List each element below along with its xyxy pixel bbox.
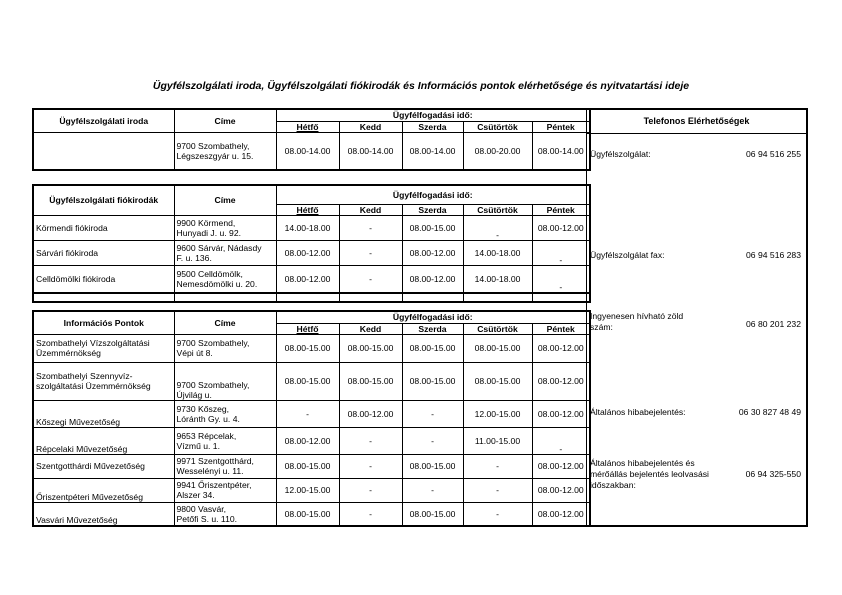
phone-contacts-panel xyxy=(586,108,808,527)
contacts-header: Telefonos Elérhetőségek xyxy=(587,110,806,134)
hours-thursday: - xyxy=(463,454,532,478)
row-name: Vasvári Művezetőség xyxy=(33,502,174,526)
spacer-row xyxy=(33,293,590,302)
day-wednesday: Szerda xyxy=(402,323,463,334)
day-thursday: Csütörtök xyxy=(463,121,532,132)
customer-service-office-table xyxy=(32,108,591,171)
hours-tuesday: 08.00-14.00 xyxy=(339,132,402,170)
hours-wednesday: - xyxy=(402,478,463,502)
hours-tuesday: 08.00-12.00 xyxy=(339,400,402,427)
hours-monday: 08.00-15.00 xyxy=(276,502,339,526)
row-name: Szentgotthárdi Művezetőség xyxy=(33,454,174,478)
row-address: 9700 Szombathely, Újvilág u. xyxy=(174,362,276,400)
day-monday: Hétfő xyxy=(276,323,339,334)
hours-monday: - xyxy=(276,400,339,427)
row-name: Szombathelyi Vízszolgáltatási Üzemmérnökség xyxy=(33,334,174,362)
day-tuesday: Kedd xyxy=(339,121,402,132)
hours-friday: 08.00-12.00 xyxy=(532,454,590,478)
row-address: 9700 Szombathely, Vépi út 8. xyxy=(174,334,276,362)
hours-monday: 08.00-15.00 xyxy=(276,454,339,478)
contact-number: 06 94 516 283 xyxy=(746,250,801,260)
row-name: Celldömölki fiókiroda xyxy=(33,265,174,293)
row-address: 9500 Celldömölk, Nemesdömölki u. 20. xyxy=(174,265,276,293)
table-row xyxy=(33,265,590,293)
row-name: Kőszegi Művezetőség xyxy=(33,400,174,427)
hours-wednesday: 08.00-15.00 xyxy=(402,215,463,240)
hours-tuesday: - xyxy=(339,240,402,265)
day-wednesday: Szerda xyxy=(402,121,463,132)
hours-monday: 08.00-12.00 xyxy=(276,240,339,265)
hours-thursday: 11.00-15.00 xyxy=(463,427,532,454)
contact-label: Általános hibabejelentés: xyxy=(590,407,686,417)
section3-header: Információs Pontok xyxy=(33,311,174,334)
row-address: 9900 Körmend, Hunyadi J. u. 92. xyxy=(174,215,276,240)
hours-tuesday: - xyxy=(339,215,402,240)
hours-tuesday: - xyxy=(339,478,402,502)
row-address: 9800 Vasvár, Petőfi S. u. 110. xyxy=(174,502,276,526)
day-thursday: Csütörtök xyxy=(463,204,532,215)
hours-tuesday: - xyxy=(339,265,402,293)
day-thursday: Csütörtök xyxy=(463,323,532,334)
information-points-table xyxy=(32,310,591,527)
table-row xyxy=(33,132,590,170)
row-name: Őriszentpéteri Művezetőség xyxy=(33,478,174,502)
hours-monday: 08.00-15.00 xyxy=(276,334,339,362)
hours-friday: 08.00-12.00 xyxy=(532,400,590,427)
day-monday: Hétfő xyxy=(276,121,339,132)
contact-label: Általános hibabejelentés és mérőállás bejelentés leolvasási időszakban: xyxy=(590,458,709,490)
hours-friday: 08.00-12.00 xyxy=(532,334,590,362)
table-row xyxy=(33,454,590,478)
hours-friday: 08.00-12.00 xyxy=(532,215,590,240)
table-row xyxy=(33,215,590,240)
hours-thursday: 08.00-15.00 xyxy=(463,362,532,400)
hours-thursday: 08.00-15.00 xyxy=(463,334,532,362)
hours-tuesday: - xyxy=(339,427,402,454)
hours-wednesday: 08.00-15.00 xyxy=(402,362,463,400)
branch-offices-table xyxy=(32,184,591,303)
hours-friday: - xyxy=(532,427,590,454)
hours-monday: 12.00-15.00 xyxy=(276,478,339,502)
hours-wednesday: 08.00-15.00 xyxy=(402,334,463,362)
day-friday: Péntek xyxy=(532,204,590,215)
row-name: Répcelaki Művezetőség xyxy=(33,427,174,454)
reception-hours-header: Ügyfélfogadási idő: xyxy=(276,109,590,121)
row-name: Szombathelyi Szennyvíz- szolgáltatási Üzemmérnökség xyxy=(33,362,174,400)
hours-friday: 08.00-14.00 xyxy=(532,132,590,170)
row-address: 9971 Szentgotthárd, Wesselényi u. 11. xyxy=(174,454,276,478)
hours-monday: 08.00-14.00 xyxy=(276,132,339,170)
hours-thursday: - xyxy=(463,502,532,526)
contact-number: 06 94 325-550 xyxy=(745,469,801,479)
hours-thursday: - xyxy=(463,215,532,240)
reception-hours-header: Ügyfélfogadási idő: xyxy=(276,185,590,204)
hours-tuesday: 08.00-15.00 xyxy=(339,334,402,362)
row-address: 9700 Szombathely, Légszeszgyár u. 15. xyxy=(174,132,276,170)
address-header: Címe xyxy=(174,185,276,215)
table-row xyxy=(33,400,590,427)
address-header: Címe xyxy=(174,311,276,334)
hours-monday: 14.00-18.00 xyxy=(276,215,339,240)
row-address: 9730 Kőszeg, Lóránth Gy. u. 4. xyxy=(174,400,276,427)
hours-thursday: - xyxy=(463,478,532,502)
hours-thursday: 08.00-20.00 xyxy=(463,132,532,170)
row-name: Körmendi fiókiroda xyxy=(33,215,174,240)
day-friday: Péntek xyxy=(532,121,590,132)
address-header: Címe xyxy=(174,109,276,132)
row-name-empty xyxy=(33,132,174,170)
hours-wednesday: - xyxy=(402,427,463,454)
table-row xyxy=(33,240,590,265)
section2-header: Ügyfélszolgálati fiókirodák xyxy=(33,185,174,215)
hours-wednesday: 08.00-14.00 xyxy=(402,132,463,170)
hours-monday: 08.00-12.00 xyxy=(276,427,339,454)
hours-wednesday: 08.00-15.00 xyxy=(402,454,463,478)
table-row xyxy=(33,362,590,400)
hours-friday: - xyxy=(532,265,590,293)
hours-friday: 08.00-12.00 xyxy=(532,362,590,400)
row-address: 9653 Répcelak, Vízmű u. 1. xyxy=(174,427,276,454)
day-tuesday: Kedd xyxy=(339,204,402,215)
table-row xyxy=(33,478,590,502)
hours-tuesday: - xyxy=(339,454,402,478)
hours-monday: 08.00-12.00 xyxy=(276,265,339,293)
section1-header: Ügyfélszolgálati iroda xyxy=(33,109,174,132)
day-tuesday: Kedd xyxy=(339,323,402,334)
hours-friday: 08.00-12.00 xyxy=(532,478,590,502)
contact-number: 06 30 827 48 49 xyxy=(738,407,801,417)
hours-wednesday: 08.00-12.00 xyxy=(402,240,463,265)
hours-wednesday: 08.00-12.00 xyxy=(402,265,463,293)
contact-label: Ügyfélszolgálat: xyxy=(590,149,651,159)
day-wednesday: Szerda xyxy=(402,204,463,215)
row-name: Sárvári fiókiroda xyxy=(33,240,174,265)
hours-wednesday: - xyxy=(402,400,463,427)
hours-wednesday: 08.00-15.00 xyxy=(402,502,463,526)
day-friday: Péntek xyxy=(532,323,590,334)
reception-hours-header: Ügyfélfogadási idő: xyxy=(276,311,590,323)
contact-number: 06 94 516 255 xyxy=(746,149,801,159)
hours-tuesday: - xyxy=(339,502,402,526)
hours-thursday: 14.00-18.00 xyxy=(463,240,532,265)
day-monday: Hétfő xyxy=(276,204,339,215)
hours-tuesday: 08.00-15.00 xyxy=(339,362,402,400)
hours-thursday: 14.00-18.00 xyxy=(463,265,532,293)
page-title: Ügyfélszolgálati iroda, Ügyfélszolgálati fiókirodák és Információs pontok elérhetősége és nyitvatartási ideje xyxy=(152,80,690,92)
hours-friday: - xyxy=(532,240,590,265)
contact-label: Ingyenesen hívható zöld szám: xyxy=(590,311,684,332)
hours-thursday: 12.00-15.00 xyxy=(463,400,532,427)
table-row xyxy=(33,427,590,454)
row-address: 9600 Sárvár, Nádasdy F. u. 136. xyxy=(174,240,276,265)
hours-monday: 08.00-15.00 xyxy=(276,362,339,400)
contact-number: 06 80 201 232 xyxy=(746,319,801,329)
table-row xyxy=(33,334,590,362)
row-address: 9941 Őriszentpéter, Alszer 34. xyxy=(174,478,276,502)
hours-friday: 08.00-12.00 xyxy=(532,502,590,526)
table-row xyxy=(33,502,590,526)
contact-label: Ügyfélszolgálat fax: xyxy=(590,250,665,260)
